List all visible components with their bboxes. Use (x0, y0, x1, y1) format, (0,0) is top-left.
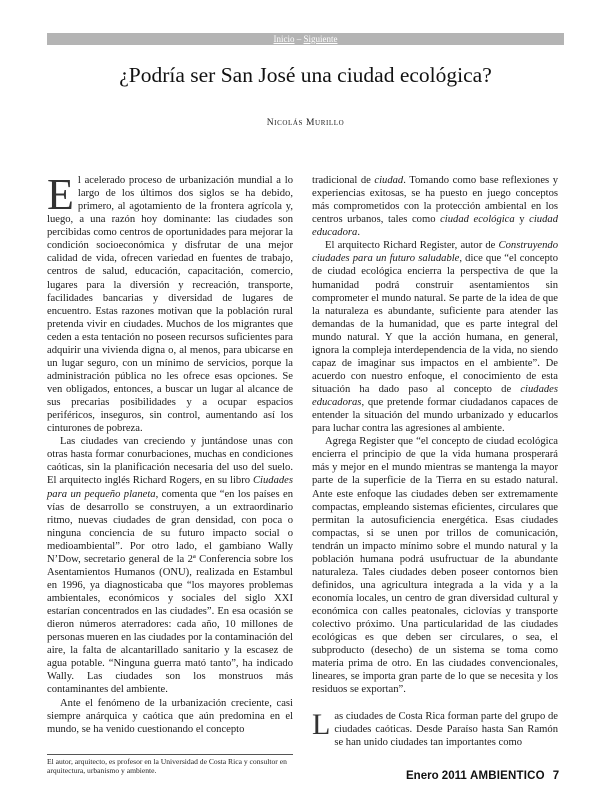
right-column (312, 174, 558, 749)
paragraph (312, 174, 558, 239)
nav-separator: – (296, 34, 302, 44)
paragraph-text: tradicional de (312, 175, 375, 186)
emphasis: ciudad (374, 175, 404, 186)
article-title: ¿Podría ser San José una ciudad ecológica? (119, 63, 492, 87)
emphasis: ciudad educadora (312, 214, 558, 239)
navigation-bar (47, 33, 564, 45)
paragraph-text: Ante el fenómeno de la urbanización creciente, casi siempre anárquica y caótica que aún predomina en el mundo, se ha venido cuestionando el concepto (47, 697, 293, 735)
book-title: Ciudades para un pequeño planeta (47, 475, 293, 500)
paragraph-text: . (357, 227, 360, 239)
paragraph-text: El arquitecto Richard Register, autor de (325, 240, 499, 252)
next-link[interactable]: Siguiente (303, 34, 338, 44)
magazine-logo: AMBIENTICO (469, 770, 545, 782)
paragraph-text: . Tomando como base reflexiones y experiencias exitosas, se ha puesto en juego conceptos más comprometidos con la protección ambiental en los centros urbanos, tales como (312, 175, 558, 226)
paragraph-text: as ciudades de Costa Rica forman parte del grupo de ciudades caóticas. Desde Paraíso hasta San Ramón se han unido ciudades tan importantes como (334, 710, 558, 748)
paragraph (312, 707, 558, 749)
emphasis: ciudades educadoras (312, 384, 558, 409)
paragraph-text: l acelerado proceso de urbanización mundial a lo largo de los últimos dos siglos se ha debido, primero, al agotamiento de la frontera agrícola y, luego, a una razón hoy dominante: las ciudades son percibidas como centros de oportunidades para mejorar la condición socioeconómica y disfrutar de una mejor calidad de vida, ofrecen variedad en fuentes de trabajo, centros de salud, educación, capacitación, comercio, lugares para la diversión y recreación, transporte, facilidades bancarias y diversidad de lugares de encuentro. Estas razones motivan que la población rural pretenda vivir en ciudades. Muchos de los migrantes que ceden a esta tentación no poseen recursos suficientes para adquirir una vivienda digna o, al menos, para ubicarse en un lugar seguro, con un mínimo de servicios, porque la administración pública no les ofrece esas opciones. Se ven obligados, entonces, a buscar un lugar al alcance de sus precarias posibilidades y a ocupar espacios periféricos, inseguros, sin control, aumentando así los cinturones de pobreza. (47, 175, 293, 435)
drop-cap: L (312, 707, 331, 741)
paragraph (312, 435, 558, 696)
page-footer (406, 770, 564, 782)
footnote-divider (47, 754, 293, 755)
paragraph-text: Agrega Register que “el concepto de ciudad ecológica encierra el principio de que la vida humana prosperará más y mejor en el mundo mientras se mantenga la mayor parte de la superficie de la Tierra en su estado natural. Ante este enfoque las ciudades deben ser extremamente compactas, empleando sistemas eficientes, circulares que permitan la autosuficiencia energética. Esas ciudades compactas, si se unen por trillos de comunicación, tendrán un impacto mínimo sobre el mundo natural y la población humana podrá usufructuar de la abundante naturaleza. Tales ciudades deben poseer contornos bien definidos, una agricultura integrada a la vida y a la economía locales, un centro de gran diversidad cultural y económica con calles peatonales, ciclovías y transporte colectivo próximo. Una particularidad de las ciudades ecológicas es que deben ser circulares, o sea, el subproducto (desecho) de un sistema se toma como materia prima de otro. En las ciudades convencionales, lineares, se importa gran parte de lo que se necesita y los residuos se exportan”. (312, 436, 558, 696)
book-title: Construyendo ciudades para un futuro saludable (312, 240, 558, 265)
start-link[interactable]: Inicio (273, 34, 295, 44)
paragraph (47, 170, 293, 435)
paragraph-text: , dice que “el concepto de ciudad ecológica encierra la perspectiva de que la humanidad podrá construir asentamientos sin comprometer el mundo natural. Se parte de la idea de que la naturaleza es abundante, suficiente para atender las demandas de la humanidad, que es parte integral del mundo natural. Y que la acción humana, en general, ignora la compleja interdependencia de la vida, no siendo capaz de imaginar sus impactos en el ambiente”. De acuerdo con nuestro enfoque, el conocimiento de esta situación ha dado paso al concepto de (312, 253, 558, 395)
paragraph (312, 239, 558, 435)
paragraph (47, 697, 293, 736)
paragraph-text: Las ciudades van creciendo y juntándose unas con otras hasta formar conurbaciones, muchas en condiciones caóticas, sin la planificación necesaria del uso del suelo. El arquitecto inglés Richard Rogers, en su libro (47, 436, 293, 487)
issue-date: Enero 2011 (406, 770, 467, 782)
author-footnote: El autor, arquitecto, es profesor en la Universidad de Costa Rica y consultor en arquitectura, urbanismo y ambiente. (47, 757, 287, 776)
page-number: 7 (552, 770, 560, 782)
paragraph (47, 435, 293, 696)
article-author: Nicolás Murillo (266, 118, 345, 128)
left-column (47, 170, 294, 736)
paragraph-text: y (514, 214, 530, 226)
drop-cap: E (47, 170, 74, 219)
paragraph-text: , comenta que “en los países en vías de desarrollo se construyen, a un extraordinario ritmo, nuevas ciudades de gran densidad, con poca o ninguna conciencia de su futuro impacto social o medioambiental”. Por otro lado, el gambiano Wally N’Dow, secretario general de la 2ª Conferencia sobre los Asentamientos Humanos (ONU), realizada en Estambul en 1996, ya diagnosticaba que “los mayores problemas ambientales, económicos y sociales del siglo XXI estarían concentrados en las ciudades”. En esa ocasión se dieron números aterradores: cada año, 10 millones de personas mueren en las ciudades por la contaminación del aire, la falta de alcantarillado sanitario y la escasez de agua potable. “Ninguna guerra mató tanto”, ha indicado Wally. Las ciudades son los monstruos más contaminantes del ambiente. (47, 488, 294, 696)
emphasis: ciudad ecológica (440, 214, 515, 226)
paragraph-text: , que pretende formar ciudadanos capaces de entender la situación del mundo urbanizado y educarlos para luchar contra las agresiones al ambiente. (312, 397, 558, 435)
